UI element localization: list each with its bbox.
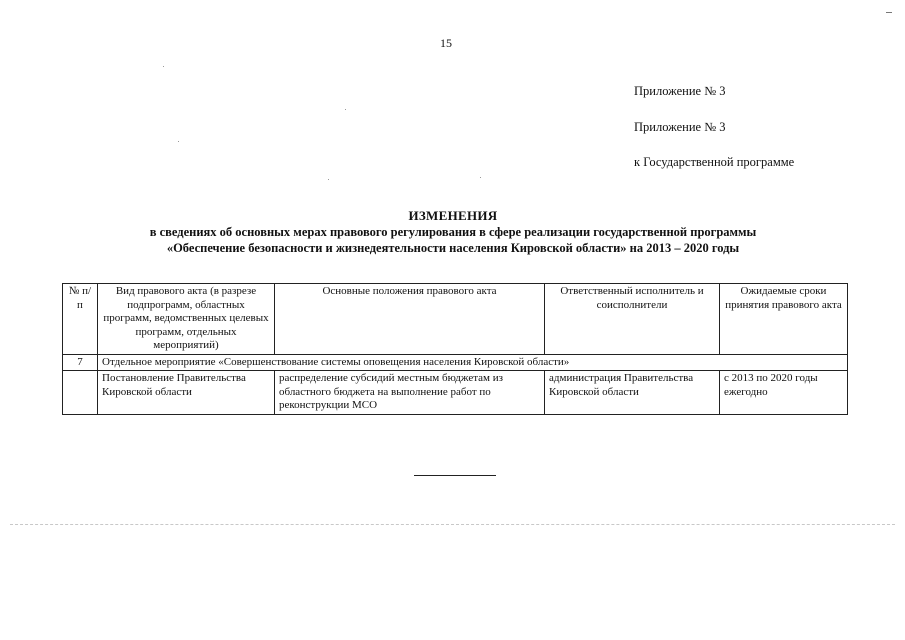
appendix-line-3: к Государственной программе xyxy=(634,155,795,169)
cell-provisions: распределение субсидий местным бюджетам из областного бюджета на выполнение работ по реконструкции МСО xyxy=(275,371,545,415)
cell-terms: с 2013 по 2020 годы ежегодно xyxy=(720,371,848,415)
cell-act-type: Постановление Правительства Кировской области xyxy=(98,371,275,415)
scan-speck xyxy=(345,109,346,110)
scan-speck xyxy=(480,177,481,178)
legal-acts-table xyxy=(62,283,848,415)
section-title: Отдельное мероприятие «Совершенствование системы оповещения населения Кировской области» xyxy=(98,354,848,371)
appendix-line-1: Приложение № 3 xyxy=(634,84,726,98)
heading-line-2: «Обеспечение безопасности и жизнедеятельности населения Кировской области» на 2013 – 2020 годы xyxy=(166,241,740,255)
scan-speck xyxy=(163,66,164,67)
scan-noise-line xyxy=(10,524,895,525)
header-act-type: Вид правового акта (в разрезе подпрограмм, областных программ, ведомственных целевых программ, отдельных мероприятий) xyxy=(98,284,275,355)
document-heading xyxy=(40,207,866,256)
appendix-line-2: Приложение № 3 xyxy=(634,120,726,134)
heading-title: ИЗМЕНЕНИЯ xyxy=(408,208,498,223)
table-header-row xyxy=(63,284,848,355)
header-terms: Ожидаемые сроки принятия правового акта xyxy=(720,284,848,355)
scan-corner-mark xyxy=(886,12,892,13)
scan-speck xyxy=(328,179,329,180)
table-row xyxy=(63,371,848,415)
section-number: 7 xyxy=(63,354,98,371)
header-number: № п/п xyxy=(63,284,98,355)
scan-speck xyxy=(178,141,179,142)
heading-line-1: в сведениях об основных мерах правового регулирования в сфере реализации государственной программы xyxy=(149,225,757,239)
header-provisions: Основные положения правового акта xyxy=(275,284,545,355)
header-executor: Ответственный исполнитель и соисполнители xyxy=(545,284,720,355)
cell-executor: администрация Правительства Кировской области xyxy=(545,371,720,415)
footer-divider xyxy=(414,475,496,476)
page-number: 15 xyxy=(440,36,452,50)
section-row xyxy=(63,354,848,371)
cell-number xyxy=(63,371,98,415)
